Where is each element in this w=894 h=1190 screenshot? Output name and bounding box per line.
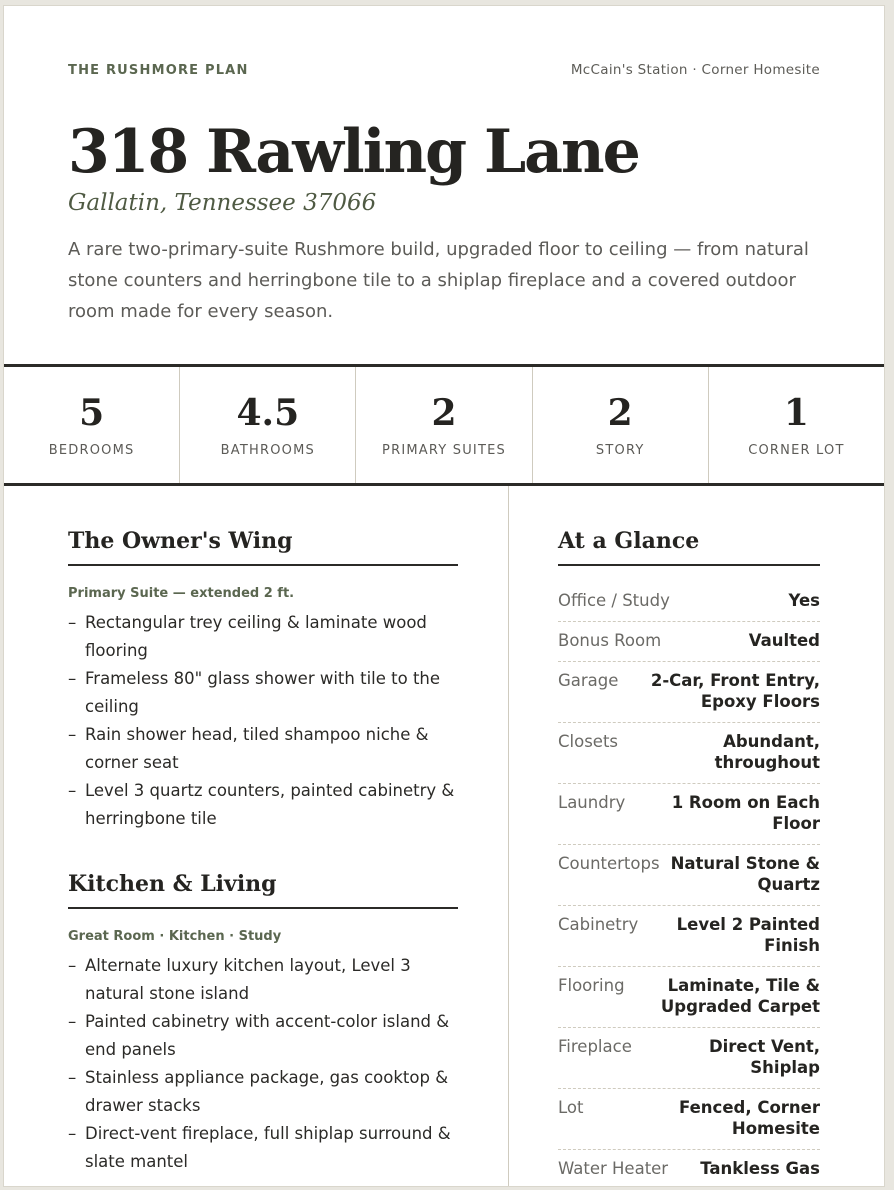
row-label: Laundry	[558, 793, 626, 812]
row-value: 2-Car, Front Entry, Epoxy Floors	[650, 671, 820, 711]
stat-label: PRIMARY SUITES	[382, 443, 506, 458]
stat-value: 2	[607, 392, 633, 434]
list-item: – Rain shower head, tiled shampoo niche & corner seat	[68, 721, 458, 777]
glance-row-bonus-room	[558, 622, 820, 662]
stat-label: CORNER LOT	[748, 443, 845, 458]
city-state-zip: Gallatin, Tennessee 37066	[68, 190, 377, 216]
address-title: 318 Rawling Lane	[68, 117, 639, 187]
row-value: Vaulted	[748, 631, 820, 650]
stat-bedrooms	[4, 367, 180, 483]
glance-row-laundry	[558, 784, 820, 845]
feature-list	[68, 609, 458, 833]
glance-table	[558, 582, 820, 1186]
row-value: Fenced, Corner Homesite	[679, 1098, 820, 1138]
stat-bathrooms	[180, 367, 356, 483]
row-value: Natural Stone & Quartz	[670, 854, 820, 894]
stats-bar	[4, 364, 884, 486]
community-label: McCain's Station · Corner Homesite	[570, 62, 820, 78]
row-value: Abundant, throughout	[714, 732, 820, 772]
glance-row-office	[558, 582, 820, 622]
row-value: Level 2 Painted Finish	[676, 915, 820, 955]
intro-paragraph: A rare two-primary-suite Rushmore build, upgraded floor to ceiling — from natural stone counters and herringbone tile to a shiplap fireplace and a covered outdoor room made for every season.	[68, 239, 809, 322]
listing-sheet	[4, 6, 884, 1186]
glance-column	[558, 528, 820, 1186]
stat-label: BEDROOMS	[48, 443, 135, 458]
section-title: The Owner's Wing	[68, 528, 458, 566]
row-label: Office / Study	[558, 591, 670, 610]
glance-row-countertops	[558, 845, 820, 906]
list-item: – Stainless appliance package, gas cooktop & drawer stacks	[68, 1064, 458, 1120]
stat-primary-suites	[356, 367, 532, 483]
row-label: Flooring	[558, 976, 625, 995]
header	[68, 62, 820, 327]
row-value: Tankless Gas	[700, 1159, 820, 1178]
section-title: At a Glance	[558, 528, 820, 566]
glance-row-cabinetry	[558, 906, 820, 967]
row-label: Closets	[558, 732, 619, 751]
row-value: 1 Room on Each Floor	[671, 793, 820, 833]
section-title: Kitchen & Living	[68, 871, 458, 909]
row-label: Bonus Room	[558, 631, 662, 650]
glance-row-water-heater	[558, 1150, 820, 1186]
glance-row-lot	[558, 1089, 820, 1150]
row-value: Yes	[788, 591, 820, 610]
stat-value: 1	[783, 392, 809, 434]
stat-story	[533, 367, 709, 483]
owners-wing-section	[68, 528, 458, 833]
stat-value: 4.5	[236, 392, 300, 434]
row-label: Water Heater	[558, 1159, 669, 1178]
glance-row-fireplace	[558, 1028, 820, 1089]
row-label: Garage	[558, 671, 619, 690]
stat-value: 5	[79, 392, 105, 434]
stat-label: STORY	[595, 443, 645, 458]
list-item: – Alternate luxury kitchen layout, Level 3 natural stone island	[68, 952, 458, 1008]
row-label: Cabinetry	[558, 915, 639, 934]
row-label: Countertops	[558, 854, 660, 873]
section-subtitle: Primary Suite — extended 2 ft.	[68, 586, 295, 601]
stat-label: BATHROOMS	[220, 443, 315, 458]
stat-value: 2	[431, 392, 457, 434]
feature-list	[68, 952, 458, 1176]
list-item: – Painted cabinetry with accent-color island & end panels	[68, 1008, 458, 1064]
kitchen-living-section	[68, 871, 458, 1176]
features-column	[68, 528, 458, 1176]
row-value: Laminate, Tile & Upgraded Carpet	[660, 976, 820, 1016]
section-subtitle: Great Room · Kitchen · Study	[68, 929, 282, 944]
stat-corner-lot	[709, 367, 884, 483]
list-item: – Level 3 quartz counters, painted cabinetry & herringbone tile	[68, 777, 458, 833]
plan-name: THE RUSHMORE PLAN	[68, 63, 249, 78]
column-divider	[508, 486, 509, 1186]
row-value: Direct Vent, Shiplap	[708, 1037, 820, 1077]
list-item: – Rectangular trey ceiling & laminate wood flooring	[68, 609, 458, 665]
glance-row-closets	[558, 723, 820, 784]
glance-row-garage	[558, 662, 820, 723]
glance-row-flooring	[558, 967, 820, 1028]
eyebrow	[68, 62, 820, 78]
list-item: – Frameless 80" glass shower with tile to the ceiling	[68, 665, 458, 721]
row-label: Lot	[558, 1098, 584, 1117]
list-item: – Direct-vent fireplace, full shiplap surround & slate mantel	[68, 1120, 458, 1176]
row-label: Fireplace	[558, 1037, 632, 1056]
